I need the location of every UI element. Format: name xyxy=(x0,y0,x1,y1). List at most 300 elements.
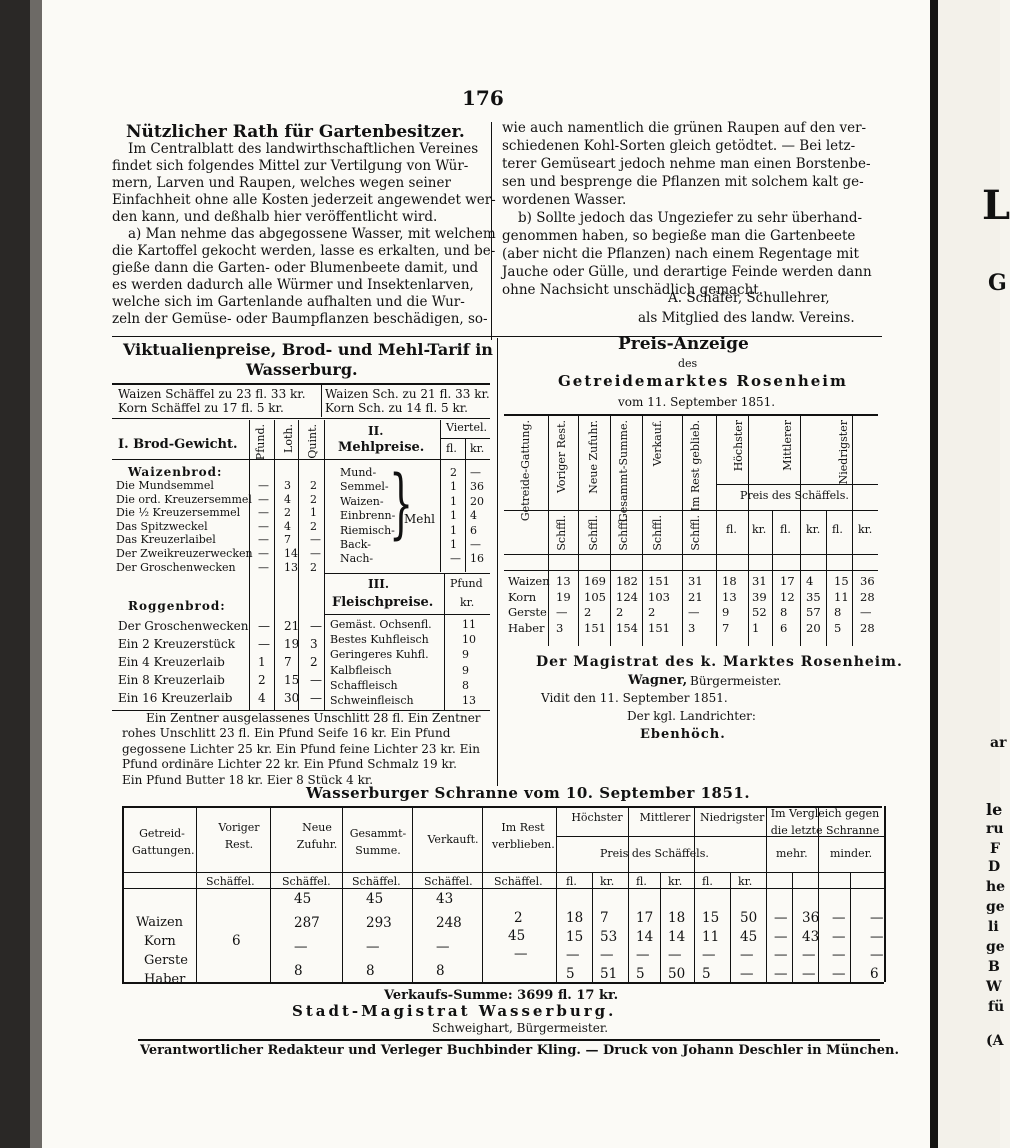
preis-label: Preis des Schäffels. xyxy=(600,847,709,860)
rosenheim-wagner: Wagner, xyxy=(628,673,688,688)
partial-text: F xyxy=(990,841,1000,857)
fl-label: fl. xyxy=(726,523,737,536)
mehl-kr: — xyxy=(470,466,481,479)
loth-value: 30 xyxy=(284,691,300,705)
table-cell: — xyxy=(832,965,846,982)
article-line: wordenen Wasser. xyxy=(502,192,627,208)
column-header: Voriger Rest. xyxy=(555,420,568,493)
quint-value: 2 xyxy=(310,519,317,533)
table-cell: 39 xyxy=(752,589,767,604)
divider xyxy=(748,414,749,646)
mehl-kr: 20 xyxy=(470,494,484,508)
table-cell: — xyxy=(566,947,580,963)
divider xyxy=(122,806,124,982)
partial-text: G xyxy=(988,270,1007,296)
article-line: den kann, und deßhalb hier veröffentlicht wird. xyxy=(112,209,438,225)
partial-text: he xyxy=(986,879,1006,895)
table-cell: 17 xyxy=(636,910,654,926)
quint-value: 3 xyxy=(310,637,318,651)
rule xyxy=(122,806,882,808)
table-cell: — xyxy=(832,947,846,963)
loth-value: 2 xyxy=(284,506,291,520)
table-cell: 3 xyxy=(688,620,696,635)
divider xyxy=(772,510,773,646)
table-cell: 169 xyxy=(584,574,606,588)
table-cell: 2 xyxy=(616,605,624,619)
item-name: Der Groschenwecken xyxy=(116,560,236,574)
table-cell: 18 xyxy=(566,910,584,926)
table-cell: 7 xyxy=(600,910,609,926)
mehl-name: Riemisch- xyxy=(340,523,395,537)
footer-line: Pfund ordinäre Lichter 22 kr. Ein Pfund Schmalz 19 kr. xyxy=(122,757,457,772)
viktualien-title: Viktualienpreise, Brod- und Mehl-Tarif in xyxy=(123,340,493,359)
pfund-value: — xyxy=(258,637,270,651)
grain-price-left: Korn Schäffel zu 17 fl. 5 kr. xyxy=(118,401,284,415)
mehl-heading: Mehlpreise. xyxy=(338,440,425,455)
loth-value: 13 xyxy=(284,560,298,574)
table-cell: 50 xyxy=(740,910,758,926)
column-header: Niedrigster xyxy=(837,420,850,485)
mehl-name: Mund- xyxy=(340,466,377,479)
rosenheim-landrichter: Der kgl. Landrichter: xyxy=(627,709,756,723)
verkauft: — xyxy=(436,939,450,955)
table-cell: 151 xyxy=(648,574,670,588)
fleisch-name: Gemäst. Ochsenfl. xyxy=(330,618,432,631)
unit-label: Schäffel. xyxy=(206,875,255,888)
mehl-word: Mehl xyxy=(404,512,435,526)
table-cell: 50 xyxy=(668,965,686,982)
table-cell: — xyxy=(870,947,884,963)
table-cell: 45 xyxy=(740,928,758,945)
book-gutter-edge xyxy=(30,0,42,1148)
article-line: gieße dann die Garten- oder Blumenbeete damit, und xyxy=(112,260,479,276)
table-cell: 154 xyxy=(616,620,638,635)
loth-value: 7 xyxy=(284,655,292,669)
column-header: Verkauft. xyxy=(427,833,479,846)
column-header: Im Vergleich gegen die letzte Schranne xyxy=(770,807,880,837)
divider xyxy=(249,420,250,710)
kr-label: kr. xyxy=(668,875,683,888)
quint-value: — xyxy=(310,673,322,687)
table-cell: 8 xyxy=(834,605,842,619)
table-cell: 15 xyxy=(834,574,849,588)
divider xyxy=(826,510,827,646)
mehl-name: Waizen- xyxy=(340,494,384,508)
loth-value: 4 xyxy=(284,492,291,506)
pfund-value: — xyxy=(258,560,269,574)
divider xyxy=(884,806,886,982)
table-cell: 36 xyxy=(860,574,875,588)
partial-text: ge xyxy=(986,899,1005,915)
zufuhr: 8 xyxy=(294,963,303,979)
rule xyxy=(122,982,884,984)
table-cell: — xyxy=(774,947,788,963)
rule xyxy=(440,438,490,439)
pfund-value: — xyxy=(258,506,269,520)
quint-value: 2 xyxy=(310,492,317,506)
table-cell: 53 xyxy=(600,928,618,945)
mehl-name: Semmel- xyxy=(340,480,389,494)
table-cell: — xyxy=(774,910,788,926)
preis-label: Preis des Schäffels. xyxy=(740,489,849,502)
mehl-name: Nach- xyxy=(340,552,374,566)
item-name: Das Kreuzerlaibel xyxy=(116,533,216,547)
quint-value: 1 xyxy=(310,506,317,520)
table-cell: 103 xyxy=(648,589,670,604)
rosenheim-vidit: Vidit den 11. September 1851. xyxy=(541,691,728,705)
imprint: Verantwortlicher Redakteur und Verleger Buchbinder Kling. — Druck von Johann Deschler in München. xyxy=(140,1043,899,1058)
mehl-kr: 16 xyxy=(470,552,484,566)
table-cell: 151 xyxy=(648,620,670,635)
pfund-value: 1 xyxy=(258,655,266,669)
pfund-value: — xyxy=(258,547,269,560)
pfund-label: Pfund xyxy=(450,577,483,590)
table-cell: 21 xyxy=(688,589,703,604)
column-header: Neue Zufuhr. xyxy=(296,821,338,851)
grain-name: Korn xyxy=(508,589,537,604)
partial-text: ar xyxy=(990,735,1007,751)
table-cell: 7 xyxy=(722,620,730,635)
gesammt: 293 xyxy=(366,915,392,931)
article-line: (aber nicht die Pflanzen) nach einem Regentage mit xyxy=(502,246,859,262)
unit-label: Schäffel. xyxy=(424,875,473,888)
table-cell: — xyxy=(870,928,884,945)
rosenheim-date: vom 11. September 1851. xyxy=(618,395,776,409)
item-name: Die ord. Kreuzersemmel xyxy=(116,492,252,506)
divider xyxy=(766,806,767,982)
rule xyxy=(504,570,878,571)
table-cell: 31 xyxy=(752,574,767,588)
page-number: 176 xyxy=(462,86,504,110)
mehl-fl: 1 xyxy=(450,523,457,537)
table-cell: 20 xyxy=(806,620,821,635)
partial-text: le xyxy=(986,800,1003,819)
item-name: Ein 8 Kreuzerlaib xyxy=(118,673,225,687)
table-cell: 14 xyxy=(668,928,686,945)
table-cell: 9 xyxy=(722,605,730,619)
rest-value: 2 xyxy=(514,910,523,926)
divider xyxy=(800,414,801,646)
page-fold xyxy=(930,0,938,1148)
table-cell: 5 xyxy=(702,965,711,982)
loth-value: 19 xyxy=(284,637,300,651)
divider xyxy=(628,806,629,982)
table-cell: 28 xyxy=(860,620,875,635)
table-cell: 18 xyxy=(668,910,686,926)
item-name: Die Mundsemmel xyxy=(116,479,214,492)
column-header: Getreid-Gattungen. xyxy=(132,827,195,857)
table-cell: 5 xyxy=(834,620,842,635)
table-cell: — xyxy=(774,928,788,945)
footer-line: gegossene Lichter 25 kr. Ein Pfund feine Lichter 23 kr. Ein xyxy=(122,741,480,756)
fl-label: fl. xyxy=(780,523,791,536)
article-line: ohne Nachsicht unschädlich gemacht. xyxy=(502,282,764,298)
column-header: Höchster xyxy=(571,811,623,824)
column-header: Im Rest geblieb. xyxy=(689,420,702,512)
unit-label: Schäffel. xyxy=(282,875,331,888)
fleisch-kr: 13 xyxy=(462,694,476,707)
table-cell: 124 xyxy=(616,589,638,604)
kr-label: kr. xyxy=(752,523,767,536)
fleisch-kr: 10 xyxy=(462,633,476,647)
roggenbrod-label: Roggenbrod: xyxy=(128,599,226,613)
loth-value: 4 xyxy=(284,519,291,533)
table-cell: 105 xyxy=(584,589,606,604)
loth-value: 21 xyxy=(284,619,300,633)
table-cell: — xyxy=(774,965,788,982)
article-line: sen und besprenge die Pflanzen mit solchem kalt ge- xyxy=(502,174,864,190)
partial-text: D xyxy=(988,859,1001,875)
rule xyxy=(112,459,324,460)
table-cell: 5 xyxy=(636,965,645,982)
grain-name: Korn xyxy=(144,934,176,949)
fleisch-kr: 11 xyxy=(462,618,476,631)
table-cell: 6 xyxy=(780,620,788,635)
mehl-name: Einbrenn- xyxy=(340,509,396,523)
fleisch-kr: 8 xyxy=(462,678,469,692)
article-line: b) Sollte jedoch das Ungeziefer zu sehr überhand- xyxy=(518,210,863,226)
grain-name: Haber xyxy=(508,620,545,635)
divider xyxy=(556,806,557,982)
mehl-kr: — xyxy=(470,538,481,551)
grain-price-left: Waizen Schäffel zu 23 fl. 33 kr. xyxy=(118,387,306,401)
zufuhr: 287 xyxy=(294,915,320,931)
rosenheim-subtitle: Getreidemarktes Rosenheim xyxy=(558,372,848,390)
item-name: Der Groschenwecken xyxy=(118,619,249,633)
quint-value: — xyxy=(310,533,321,547)
mehl-fl: 1 xyxy=(450,494,457,508)
unit-label: Schffl. xyxy=(689,515,702,551)
viertel-label: Viertel. xyxy=(446,421,487,434)
grain-price-right: Waizen Sch. zu 21 fl. 33 kr. xyxy=(325,387,490,401)
footer-line: rohes Unschlitt 23 fl. Ein Pfund Seife 16 kr. Ein Pfund xyxy=(122,726,451,741)
mehl-name: Back- xyxy=(340,538,371,551)
mehl-heading-num: II. xyxy=(368,424,384,438)
item-name: Die ½ Kreuzersemmel xyxy=(116,506,241,520)
table-cell: 11 xyxy=(834,589,849,604)
quint-value: — xyxy=(310,619,322,633)
table-cell: — xyxy=(600,947,614,963)
divider xyxy=(610,414,611,646)
col-pfund: Pfund. xyxy=(254,424,267,461)
table-cell: 2 xyxy=(584,605,592,619)
table-cell: — xyxy=(740,947,754,963)
table-cell: 11 xyxy=(702,928,720,945)
grain-name: Gerste xyxy=(508,605,547,619)
article-line: welche sich im Gartenlande aufhalten und die Wur- xyxy=(112,294,465,310)
verkauft: 43 xyxy=(436,891,454,907)
item-name: Ein 16 Kreuzerlaib xyxy=(118,691,233,705)
item-name: Ein 4 Kreuzerlaib xyxy=(118,655,225,669)
table-cell: 13 xyxy=(556,574,571,588)
mehl-fl: — xyxy=(450,552,461,566)
divider xyxy=(548,414,549,646)
gesammt: — xyxy=(366,939,380,955)
column-header: Neue Zufuhr. xyxy=(587,420,600,494)
fleisch-name: Schaffleisch xyxy=(330,678,398,692)
rule xyxy=(504,414,878,416)
table-cell: — xyxy=(832,928,846,945)
article-line: wie auch namentlich die grünen Raupen auf den ver- xyxy=(502,120,867,136)
mehl-fl: 2 xyxy=(450,466,457,479)
article-signature-role: als Mitglied des landw. Vereins. xyxy=(638,310,855,326)
column-header: Gesammt-Summe. xyxy=(349,827,407,857)
rule xyxy=(112,383,490,385)
partial-text: ru xyxy=(986,821,1004,837)
divider xyxy=(694,806,695,982)
divider xyxy=(682,414,683,646)
article-line: terer Gemüseart jedoch nehme man einen Borstenbe- xyxy=(502,156,871,172)
article-line: findet sich folgendes Mittel zur Vertilgung von Wür- xyxy=(112,158,469,174)
table-cell: 12 xyxy=(780,589,795,604)
table-cell: — xyxy=(556,605,568,619)
minder-label: minder. xyxy=(830,847,873,860)
table-cell: 51 xyxy=(600,965,618,982)
table-cell: 151 xyxy=(584,620,606,635)
column-header: Mittlerer xyxy=(781,420,794,471)
table-cell: 17 xyxy=(780,574,795,588)
table-cell: 57 xyxy=(806,605,821,619)
divider xyxy=(852,414,853,646)
table-cell: — xyxy=(802,947,816,963)
fl-label: fl. xyxy=(832,523,843,536)
kr-label: kr. xyxy=(600,875,615,888)
brace: } xyxy=(389,458,414,547)
fleisch-heading-num: III. xyxy=(368,577,390,591)
schranne-title: Wasserburger Schranne vom 10. September 1851. xyxy=(306,784,751,802)
partial-text: ge xyxy=(986,939,1005,955)
table-cell: 18 xyxy=(722,574,737,588)
article-signature-name: A. Schäfer, Schullehrer, xyxy=(668,290,830,306)
waizenbrod-label: Waizenbrod: xyxy=(128,465,223,479)
zufuhr: — xyxy=(294,939,308,955)
table-cell: — xyxy=(688,605,700,619)
column-header: Gesammt-Summe. xyxy=(617,420,630,522)
rule xyxy=(122,872,884,873)
column-header: Getreide-Gattung. xyxy=(519,420,532,522)
col-loth: Loth. xyxy=(282,424,295,453)
voriger-rest: 6 xyxy=(232,933,241,949)
article-line: genommen haben, so begieße man die Gartenbeete xyxy=(502,228,856,244)
mehl-kr: 36 xyxy=(470,480,484,494)
article-title: Nützlicher Rath für Gartenbesitzer. xyxy=(126,122,465,142)
section-rule xyxy=(112,336,882,337)
table-cell: — xyxy=(802,965,816,982)
footer-line: Ein Pfund Butter 18 kr. Eier 8 Stück 4 kr. xyxy=(122,772,374,787)
table-cell: 31 xyxy=(688,574,703,588)
table-cell: 182 xyxy=(616,574,638,588)
divider xyxy=(298,420,299,710)
item-name: Das Spitzweckel xyxy=(116,519,208,533)
zufuhr: 45 xyxy=(294,891,312,907)
fl-label: fl. xyxy=(446,442,457,455)
unit-label: Schffl. xyxy=(617,515,630,551)
rosenheim-wagner-title: Bürgermeister. xyxy=(690,674,782,688)
table-cell: 6 xyxy=(870,965,879,982)
column-header: Verkauf. xyxy=(651,420,664,467)
divider xyxy=(716,414,717,646)
table-cell: 35 xyxy=(806,589,821,604)
fleisch-kr: 9 xyxy=(462,663,469,677)
verkaufs-summe: Verkaufs-Summe: 3699 fl. 17 kr. xyxy=(384,988,619,1003)
grain-price-right: Korn Sch. zu 14 fl. 5 kr. xyxy=(325,401,468,415)
fl-label: fl. xyxy=(636,875,647,888)
rule xyxy=(324,573,490,574)
divider xyxy=(578,414,579,646)
brod-heading: I. Brod-Gewicht. xyxy=(118,437,238,452)
footer-line: Ein Zentner ausgelassenes Unschlitt 28 fl. Ein Zentner xyxy=(146,711,481,725)
article-line: Jauche oder Gülle, und derartige Feinde werden dann xyxy=(502,264,872,280)
stadt-magistrat: Stadt-Magistrat Wasserburg. xyxy=(292,1002,617,1020)
kr-label: kr. xyxy=(460,596,475,609)
table-cell: — xyxy=(668,947,682,963)
mehl-kr: 6 xyxy=(470,523,477,537)
fleisch-name: Kalbfleisch xyxy=(330,663,392,677)
unit-label: Schäffel. xyxy=(352,875,401,888)
table-cell: 5 xyxy=(566,965,575,982)
article-line: a) Man nehme das abgegossene Wasser, mit welchem xyxy=(128,226,496,242)
viktualien-subtitle: Wasserburg. xyxy=(246,360,358,379)
rest-value: 45 xyxy=(508,928,526,944)
article-line: Einfachheit ohne alle Kosten jederzeit angewendet wer- xyxy=(112,192,496,208)
pfund-value: — xyxy=(258,619,270,633)
mehl-kr: 4 xyxy=(470,509,477,523)
table-cell: 13 xyxy=(722,589,737,604)
grain-name: Gerste xyxy=(144,953,188,968)
rosenheim-des: des xyxy=(678,357,698,370)
fleisch-name: Schweinfleisch xyxy=(330,694,414,707)
partial-text: B xyxy=(988,959,1000,975)
table-cell: 36 xyxy=(802,910,820,926)
unit-label: Schffl. xyxy=(587,515,600,551)
pfund-value: 2 xyxy=(258,673,266,687)
divider xyxy=(321,385,322,417)
rule xyxy=(112,418,490,419)
fleisch-name: Bestes Kuhfleisch xyxy=(330,633,429,647)
kr-label: kr. xyxy=(738,875,753,888)
table-cell: — xyxy=(860,605,872,619)
divider xyxy=(324,420,325,710)
table-cell: 19 xyxy=(556,589,571,604)
column-header: Im Rest verblieben. xyxy=(492,821,555,851)
quint-value: 2 xyxy=(310,479,317,492)
schranne-buergermeister: Schweighart, Bürgermeister. xyxy=(432,1021,609,1035)
rule xyxy=(324,614,490,615)
table-cell: 2 xyxy=(648,605,656,619)
article-line: Im Centralblatt des landwirthschaftlichen Vereines xyxy=(128,141,479,157)
divider xyxy=(440,420,441,572)
divider xyxy=(412,806,413,982)
fl-label: fl. xyxy=(702,875,713,888)
table-cell: — xyxy=(636,947,650,963)
verkauft: 8 xyxy=(436,963,445,979)
table-cell: 4 xyxy=(806,574,814,588)
loth-value: 14 xyxy=(284,547,298,560)
table-cell: 3 xyxy=(556,620,564,635)
rosenheim-ebenhoech: Ebenhöch. xyxy=(640,727,726,742)
mehr-label: mehr. xyxy=(776,847,808,860)
column-header: Höchster xyxy=(732,420,745,472)
fl-label: fl. xyxy=(566,875,577,888)
partial-text: W xyxy=(986,979,1002,995)
column-header: Niedrigster xyxy=(700,811,765,824)
unit-label: Schffl. xyxy=(651,515,664,551)
unit-label: Schäffel. xyxy=(494,875,543,888)
table-cell: — xyxy=(870,910,884,926)
column-divider xyxy=(491,122,492,340)
column-divider xyxy=(497,338,498,786)
col-quint: Quint. xyxy=(306,424,319,459)
